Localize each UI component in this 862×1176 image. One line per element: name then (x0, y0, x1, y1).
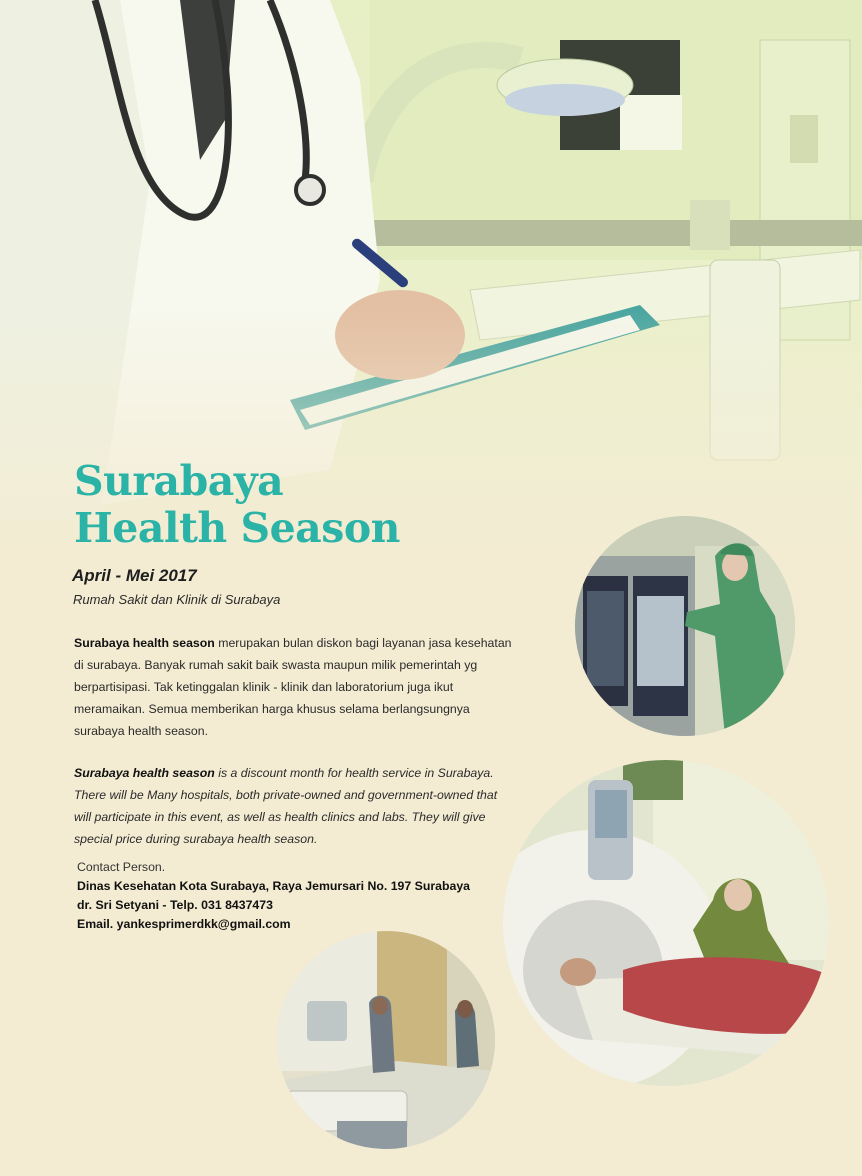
title-line-1: Surabaya (74, 457, 284, 505)
title-line-2: Health Season (74, 504, 400, 552)
event-dates: April - Mei 2017 (72, 566, 197, 585)
ct-scan-nurse-photo (503, 760, 829, 1086)
poster-title (74, 458, 400, 552)
lab-technician-photo (575, 516, 795, 736)
description-en-text: is a discount month for health service in Surabaya. There will be Many hospitals, both private-owned and government-owned that will participate in this event, as well as health clinics and labs. They will give special price during surabaya health season. (74, 766, 498, 846)
description-english (74, 762, 514, 850)
contact-phone: dr. Sri Setyani - Telp. 031 8437473 (77, 898, 273, 912)
description-en-bold: Surabaya health season (74, 766, 215, 780)
hospital-ward-photo (277, 931, 495, 1149)
contact-email: Email. yankesprimerdkk@gmail.com (77, 917, 291, 931)
contact-heading: Contact Person. (77, 860, 166, 874)
contact-block (77, 858, 470, 934)
contact-address: Dinas Kesehatan Kota Surabaya, Raya Jemursari No. 197 Surabaya (77, 879, 470, 893)
description-id-bold: Surabaya health season (74, 636, 215, 650)
description-id-text: merupakan bulan diskon bagi layanan jasa kesehatan di surabaya. Banyak rumah sakit baik swasta maupun milik pemerintah yg berpartisipasi. Tak ketinggalan klinik - klinik dan laboratorium juga ikut meramaikan. Semua memberikan harga khusus selama berlangsungnya surabaya health season. (74, 636, 512, 738)
event-subtitle: Rumah Sakit dan Klinik di Surabaya (73, 592, 281, 607)
description-indonesian (74, 632, 514, 742)
